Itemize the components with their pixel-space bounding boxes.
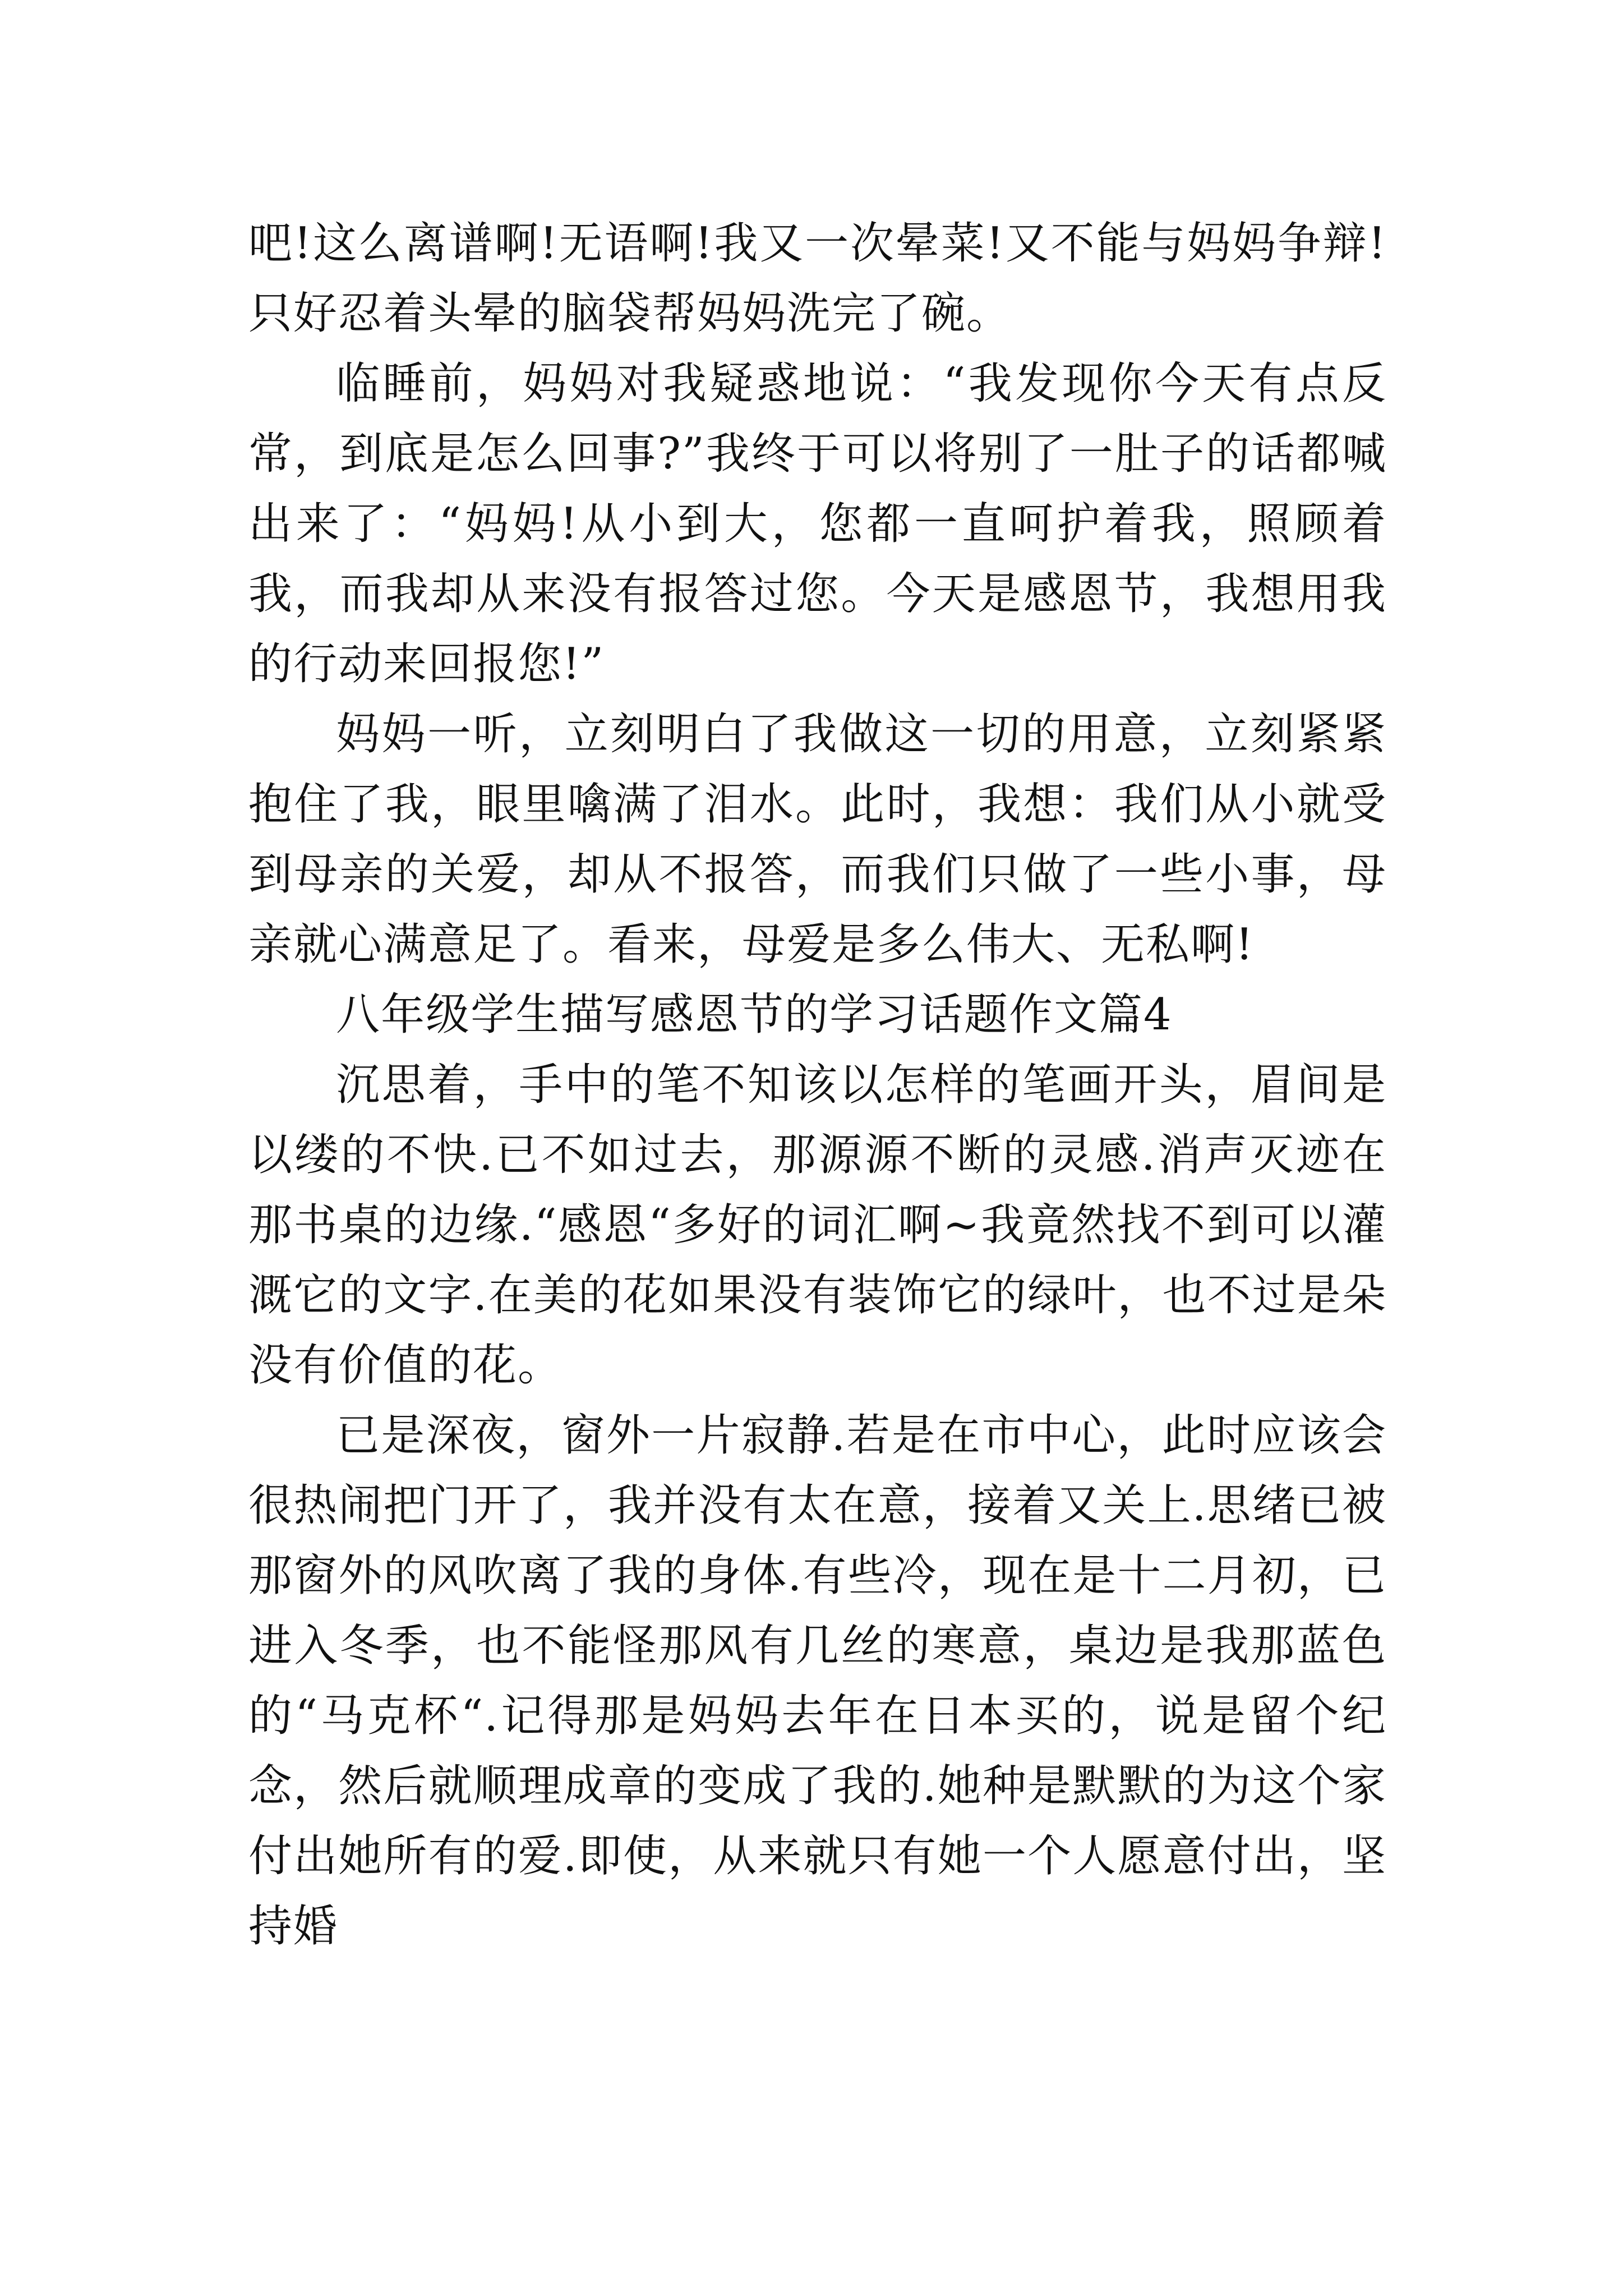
paragraph-continued: 吧!这么离谱啊!无语啊!我又一次晕菜!又不能与妈妈争辩!只好忍着头晕的脑袋帮妈妈洗完了碗。: [248, 218, 1387, 339]
document-body: [248, 209, 1387, 1962]
paragraph: 沉思着，手中的笔不知该以怎样的笔画开头，眉间是以缕的不快.已不如过去，那源源不断的灵感.消声灭迹在那书桌的边缘.“感恩“多好的词汇啊~我竟然找不到可以灌溉它的文字.在美的花如果没有装饰它的绿叶，也不过是朵没有价值的花。: [248, 1060, 1387, 1391]
section-title: 八年级学生描写感恩节的学习话题作文篇4: [336, 990, 1173, 1040]
paragraph: 临睡前，妈妈对我疑惑地说：“我发现你今天有点反常，到底是怎么回事?”我终于可以将别了一肚子的话都喊出来了：“妈妈!从小到大，您都一直呵护着我，照顾着我，而我却从来没有报答过您。今天是感恩节，我想用我的行动来回报您!”: [248, 358, 1387, 689]
paragraph: 已是深夜，窗外一片寂静.若是在市中心，此时应该会很热闹把门开了，我并没有太在意，接着又关上.思绪已被那窗外的风吹离了我的身体.有些冷，现在是十二月初，已进入冬季，也不能怪那风有几丝的寒意，桌边是我那蓝色的“马克杯“.记得那是妈妈去年在日本买的，说是留个纪念，然后就顺理成章的变成了我的.她种是默默的为这个家付出她所有的爱.即使，从来就只有她一个人愿意付出，坚持婚: [248, 1410, 1387, 1952]
paragraph: 妈妈一听，立刻明白了我做这一切的用意，立刻紧紧抱住了我，眼里噙满了泪水。此时，我想：我们从小就受到母亲的关爱，却从不报答，而我们只做了一些小事，母亲就心满意足了。看来，母爱是多么伟大、无私啊!: [248, 709, 1387, 970]
